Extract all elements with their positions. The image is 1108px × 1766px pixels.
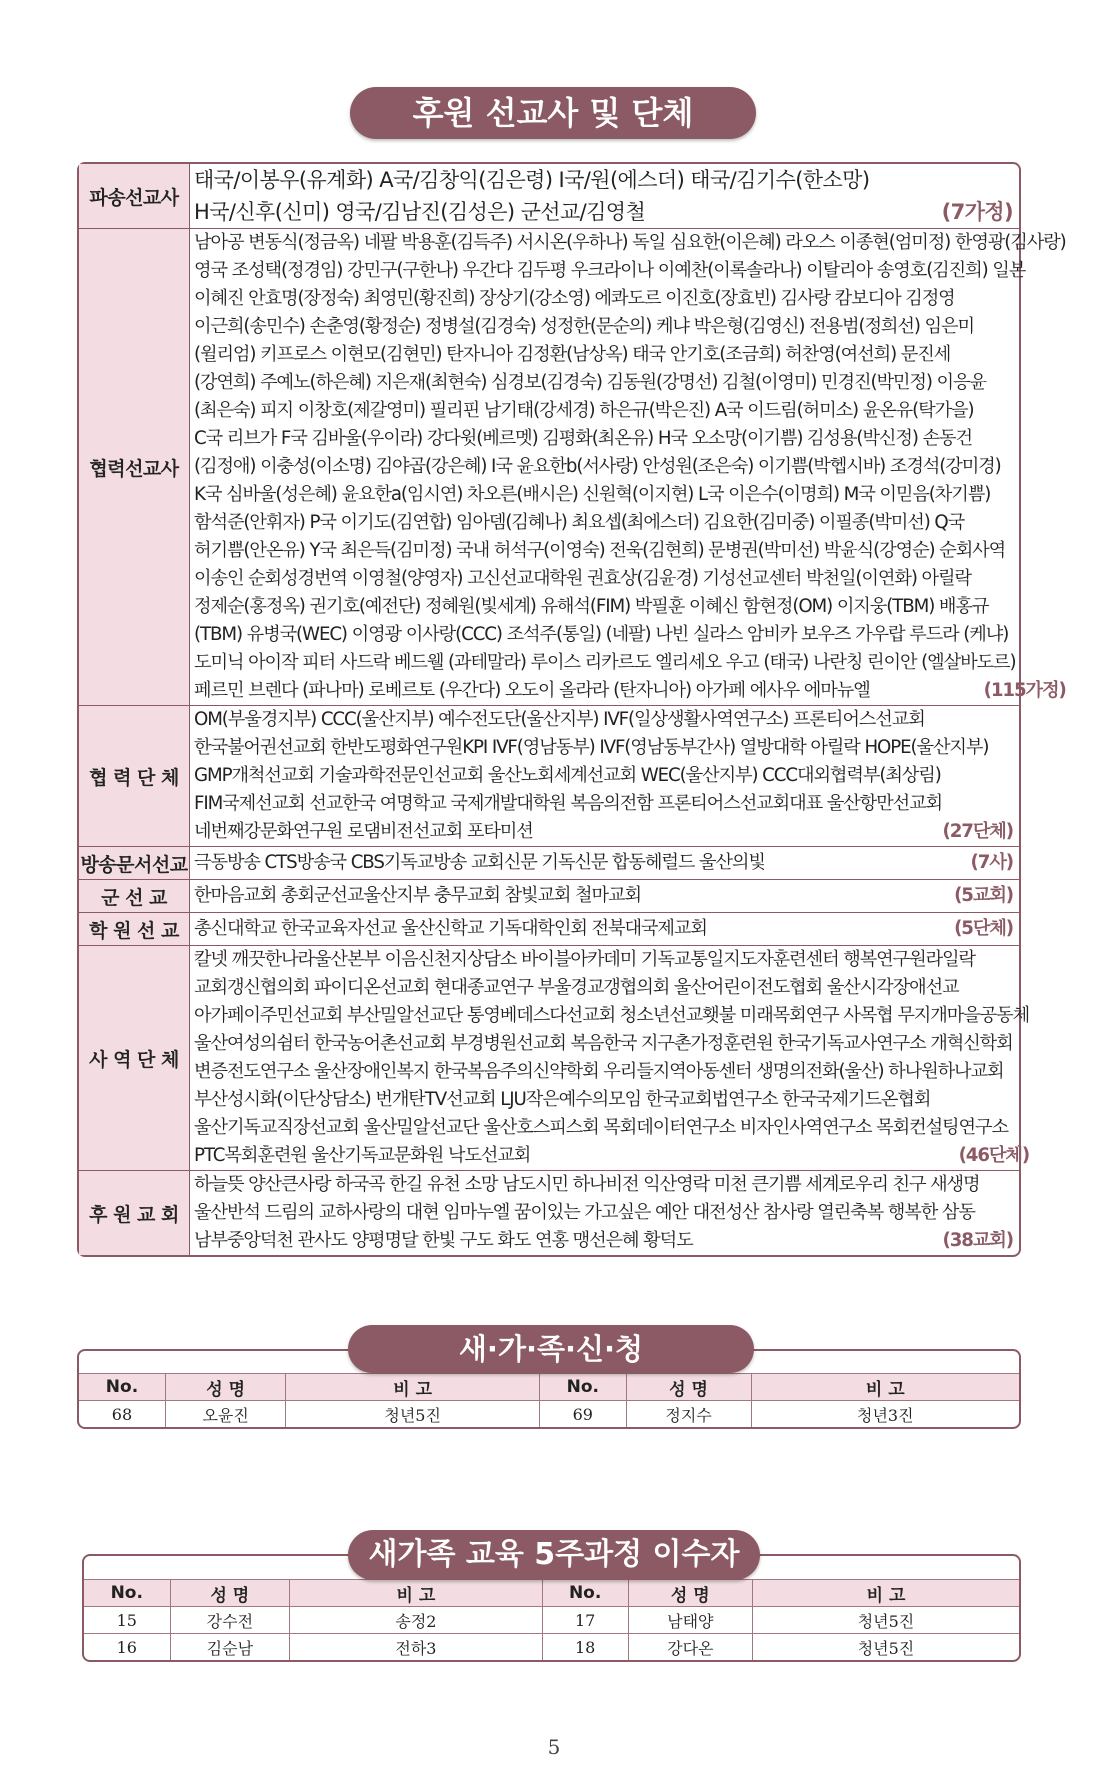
count-badge: (7사) [970,852,1013,873]
row-label: 방송문서선교 [79,847,190,879]
table-cell: 69 [540,1401,626,1428]
content-line [194,1142,1029,1170]
table-cell: 남태양 [628,1607,752,1634]
new-family-title: 새·가·족·신·청 [348,1325,754,1373]
line-text: 극동방송 CTS방송국 CBS기독교방송 교회신문 기독신문 합동헤럴드 울산의빛 [194,852,765,873]
line-text: PTC목회훈련원 울산기독교문화원 낙도선교회 [194,1145,531,1166]
content-line: 칼넷 깨끗한나라울산본부 이음신천지상담소 바이블아카데미 기독교통일지도자훈련센터 행복연구원라일락 [194,949,975,970]
content-line: 이혜진 안효명(장정숙) 최영민(황진희) 장상기(강소영) 에콰도르 이진호(장효빈) 김사랑 캄보디아 김정영 [194,288,955,309]
table-cell: 15 [84,1607,170,1634]
header-row [84,1580,1019,1607]
count-badge: (7가정) [941,200,1013,224]
column-header: 성 명 [626,1374,751,1401]
content-line [194,913,1013,945]
content-line: (최은숙) 피지 이창호(제갈영미) 필리핀 남기태(강세경) 하은규(박은진) A국 이드림(허미소) 윤온유(탁가을) [194,400,974,421]
sponsor-row [79,705,1019,846]
column-header: 성 명 [628,1580,752,1607]
row-content [190,706,1019,846]
sponsor-row [79,1170,1019,1255]
sponsor-row [79,879,1019,912]
column-header: 비 고 [752,1580,1019,1607]
row-content [190,913,1019,945]
content-line [194,818,1013,846]
row-content [190,880,1019,912]
row-label: 군 선 교 [79,880,190,912]
content-line: 남아공 변동식(정금옥) 네팔 박용훈(김득주) 서시온(우하나) 독일 심요한(이은혜) 라오스 이종현(엄미정) 한영광(김사랑) [194,232,1066,253]
content-line: GMP개척선교회 기술과학전문인선교회 울산노회세계선교회 WEC(울산지부) CCC대외협력부(최상림) [194,765,941,786]
sponsor-row [79,912,1019,945]
content-line: 하늘뜻 양산큰사랑 하국곡 한길 유천 소망 남도시민 하나비전 익산영락 미천 큰기쁨 세계로우리 친구 새생명 [194,1174,980,1195]
content-line [194,847,1013,879]
sponsor-row [79,846,1019,879]
row-content [190,1171,1019,1255]
content-line [194,1227,1013,1255]
count-badge: (38교회) [942,1230,1013,1251]
content-line: 함석준(안휘자) P국 이기도(김연합) 임아뎀(김혜나) 최요셉(최에스더) 김요한(김미중) 이필종(박미선) Q국 [194,512,965,533]
table-cell: 17 [542,1607,628,1634]
sponsor-table [77,162,1066,1257]
table-row [79,1401,1019,1428]
content-line [194,880,1013,912]
table-cell: 강수전 [170,1607,290,1634]
count-badge: (27단체) [942,821,1013,842]
content-line: 정제순(홍정옥) 권기호(예전단) 정혜원(빛세계) 유해석(FIM) 박필훈 이혜신 함현정(OM) 이지웅(TBM) 배홍규 [194,596,989,617]
row-content [190,164,1019,228]
content-line: 변증전도연구소 울산장애인복지 한국복음주의신약학회 우리들지역아동센터 생명의전화(울산) 하나원하나교회 [194,1061,1004,1082]
content-line: (윌리엄) 키프로스 이현모(김현민) 탄자니아 김정환(남상옥) 태국 안기호(조금희) 허찬영(여선희) 문진세 [194,344,951,365]
table-cell: 오윤진 [165,1401,285,1428]
content-line: 이근희(송민수) 손춘영(황정순) 정병설(김경숙) 성정한(문순의) 케냐 박은형(김영신) 전용범(정희선) 임은미 [194,316,974,337]
content-line: FIM국제선교회 선교한국 여명학교 국제개발대학원 복음의전함 프론티어스선교회대표 울산항만선교회 [194,793,943,814]
row-label: 파송선교사 [79,164,190,228]
line-text: 페르민 브렌다 (파나마) 로베르토 (우간다) 오도이 올라라 (탄자니아) 아가페 에사우 에마뉴엘 [194,680,870,701]
content-line: OM(부울경지부) CCC(울산지부) 예수전도단(울산지부) IVF(일상생활사역연구소) 프론티어스선교회 [194,709,925,730]
column-header: No. [79,1374,165,1401]
table-cell: 청년5진 [752,1634,1019,1661]
row-content [190,847,1019,879]
content-line: (김정애) 이충성(이소명) 김야곱(강은혜) I국 윤요한b(서사랑) 안성원(조은숙) 이기쁨(박헵시바) 조경석(강미경) [194,456,1001,477]
table-cell: 전하3 [290,1634,542,1661]
column-header: No. [84,1580,170,1607]
content-line: 울산반석 드림의 교하사랑의 대현 임마누엘 꿈이있는 가고싶은 예안 대전성산 참사랑 열린축복 행복한 삼동 [194,1202,975,1223]
row-label: 협력선교사 [79,229,190,705]
row-label: 학 원 선 교 [79,913,190,945]
sponsor-row [79,164,1019,228]
row-label: 협 력 단 체 [79,706,190,846]
content-line: C국 리브가 F국 김바울(우이라) 강다윗(베르멧) 김평화(최온유) H국 오소망(이기쁨) 김성용(박신정) 손동건 [194,428,972,449]
column-header: 성 명 [170,1580,290,1607]
content-line: 이송인 순회성경번역 이영철(양영자) 고신선교대학원 권효상(김윤경) 기성선교센터 박천일(이연화) 아릴락 [194,568,971,589]
row-content [190,946,1035,1170]
table-row [84,1607,1019,1634]
content-line: (강연희) 주예노(하은혜) 지은재(최현숙) 심경보(김경숙) 김동원(강명선) 김철(이영미) 민경진(박민정) 이응윤 [194,372,986,393]
table-cell: 정지수 [626,1401,751,1428]
content-line: 울산여성의쉼터 한국농어촌선교회 부경병원선교회 복음한국 지구촌가정훈련원 한국기독교사연구소 개혁신학회 [194,1033,1013,1054]
table-cell: 강다온 [628,1634,752,1661]
education-table [84,1579,1019,1660]
table-cell: 청년3진 [751,1401,1019,1428]
content-line: K국 심바울(성은혜) 윤요한a(임시연) 차오른(배시은) 신원혁(이지현) L국 이은수(이명희) M국 이믿음(차기쁨) [194,484,991,505]
table-cell: 16 [84,1634,170,1661]
column-header: 비 고 [751,1374,1019,1401]
line-text: 남부중앙덕천 관사도 양평명달 한빛 구도 화도 연홍 맹선은혜 황덕도 [194,1230,693,1251]
line-text: 총신대학교 한국교육자선교 울산신학교 기독대학인회 전북대국제교회 [194,918,707,939]
content-line: 영국 조성택(정경임) 강민구(구한나) 우간다 김두평 우크라이나 이예찬(이록솔라나) 이탈리아 송영호(김진희) 일본 [194,260,1026,281]
header-row [79,1374,1019,1401]
count-badge: (46단체) [958,1145,1030,1166]
new-family-table [79,1373,1019,1427]
column-header: No. [542,1580,628,1607]
table-cell: 18 [542,1634,628,1661]
sponsor-row [79,228,1066,705]
column-header: 비 고 [290,1580,542,1607]
content-line [194,196,1013,228]
table-cell: 김순남 [170,1634,290,1661]
line-text: 네번째강문화연구원 로댐비전선교회 포타미션 [194,821,533,842]
content-line: 한국불어권선교회 한반도평화연구원KPI IVF(영남동부) IVF(영남동부간사) 열방대학 아릴락 HOPE(울산지부) [194,737,989,758]
sponsor-title: 후원 선교사 및 단체 [350,87,756,139]
row-label: 사 역 단 체 [79,946,190,1170]
content-line: 부산성시화(이단상담소) 번개탄TV선교회 LJU작은예수의모임 한국교회법연구소 한국국제기드온협회 [194,1089,931,1110]
sponsor-row [79,945,1030,1170]
table-cell: 청년5진 [286,1401,540,1428]
row-content [190,229,1072,705]
content-line: (TBM) 유병국(WEC) 이영광 이사랑(CCC) 조석주(통일) (네팔) 나빈 실라스 암비카 보우즈 가우랍 루드라 (케냐) [194,624,1009,645]
column-header: 비 고 [286,1374,540,1401]
content-line: 태국/이봉우(유계화) A국/김창익(김은령) I국/원(에스더) 태국/김기수(한소망) [194,168,870,192]
education-title: 새가족 교육 5주과정 이수자 [348,1530,760,1580]
count-badge: (115가정) [983,680,1066,701]
table-cell: 68 [79,1401,165,1428]
row-label: 후 원 교 회 [79,1171,190,1255]
content-line: 교회갱신협의회 파이디온선교회 현대종교연구 부울경교갱협의회 울산어린이전도협회 울산시각장애선교 [194,977,959,998]
count-badge: (5단체) [954,918,1013,939]
content-line: 울산기독교직장선교회 울산밀알선교단 울산호스피스회 목회데이터연구소 비자인사역연구소 목회컨설팅연구소 [194,1117,1008,1138]
line-text: 한마음교회 총회군선교울산지부 충무교회 참빛교회 철마교회 [194,885,641,906]
table-cell: 송정2 [290,1607,542,1634]
column-header: 성 명 [165,1374,285,1401]
content-line: 아가페이주민선교회 부산밀알선교단 통영베데스다선교회 청소년선교횃불 미래목회연구 사목협 무지개마을공동체 [194,1005,1030,1026]
table-cell: 청년5진 [752,1607,1019,1634]
table-row [84,1634,1019,1661]
line-text: H국/신후(신미) 영국/김남진(김성은) 군선교/김영철 [194,200,646,224]
content-line: 도미닉 아이작 피터 사드락 베드웰 (과테말라) 루이스 리카르도 엘리세오 우고 (태국) 나란칭 린이안 (엘살바도르) [194,652,1016,673]
count-badge: (5교회) [954,885,1013,906]
content-line: 허기쁨(안온유) Y국 최은득(김미정) 국내 허석구(이영숙) 전욱(김현희) 문병권(박미선) 박윤식(강영순) 순회사역 [194,540,1006,561]
content-line [194,677,1066,705]
page-number: 5 [547,1735,561,1759]
column-header: No. [540,1374,626,1401]
